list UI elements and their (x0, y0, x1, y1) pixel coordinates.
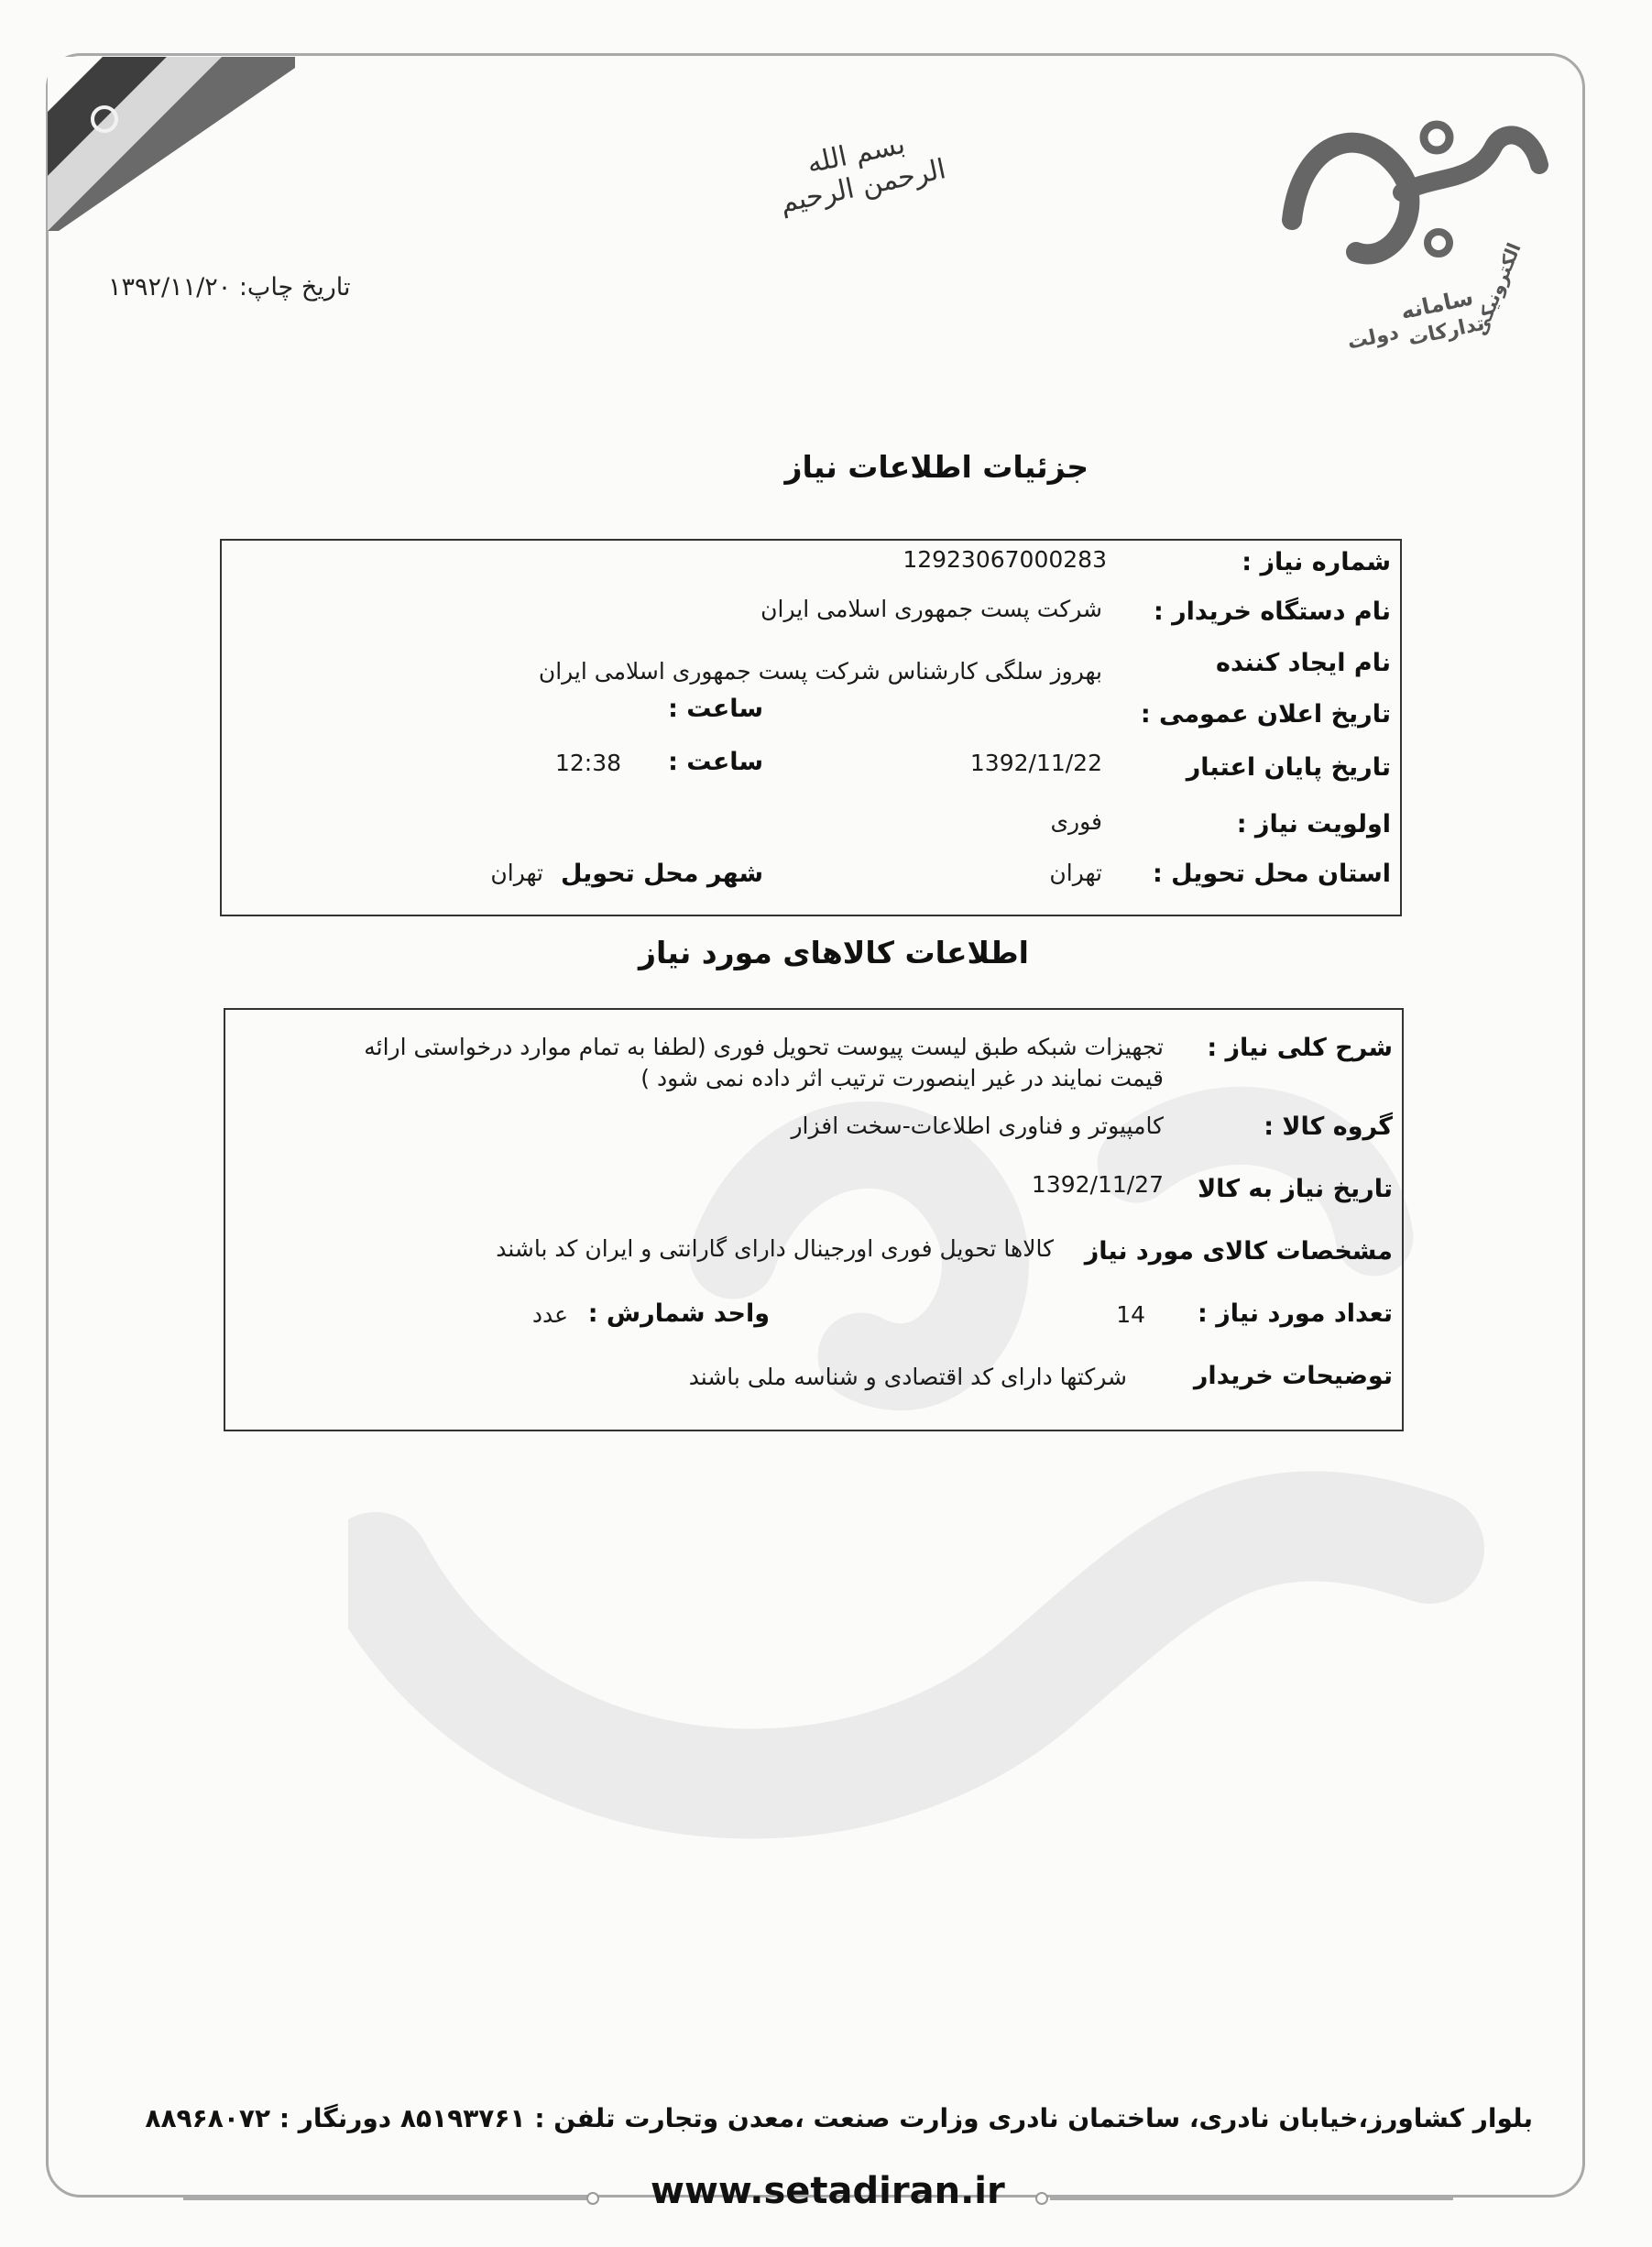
goods-group-label: گروه کالا : (1264, 1113, 1393, 1141)
creator-label: نام ایجاد کننده (1216, 649, 1391, 677)
setad-logo (1264, 82, 1567, 357)
need-date-label: تاریخ نیاز به کالا (1198, 1175, 1393, 1203)
announce-date-label: تاریخ اعلان عمومی : (1140, 700, 1391, 729)
print-date-value: ۱۳۹۲/۱۱/۲۰ (108, 273, 232, 301)
bismillah-calligraphy: بسم الله الرحمن الرحیم (777, 127, 949, 220)
validity-time-value: 12:38 (554, 750, 621, 776)
unit-label: واحد شمارش : (587, 1299, 770, 1328)
validity-time-label: ساعت : (668, 748, 763, 776)
description-value: تجهیزات شبکه طبق لیست پیوست تحویل فوری (لطفا به تمام موارد درخواستی ارائه قیمت نمایند در غیر اینصورت ترتیب اثر داده نمی شود ) (364, 1034, 1164, 1091)
goods-info-box (224, 1008, 1404, 1431)
goods-group-value: کامپیوتر و فناوری اطلاعات-سخت افزار (791, 1113, 1164, 1139)
need-date-value: 1392/11/27 (1031, 1171, 1164, 1198)
footer-divider-right (1050, 2198, 1453, 2200)
buyer-label: نام دستگاه خریدار : (1153, 597, 1391, 626)
need-number-value: 12923067000283 (903, 546, 1107, 573)
footer-address: بلوار کشاورز،خیابان نادری، ساختمان نادری وزارت صنعت ،معدن وتجارت تلفن : ۸۵۱۹۳۷۶۱ دورنگار : ۸۸۹۶۸۰۷۲ (145, 2103, 1533, 2133)
goods-info-title: اطلاعات کالاهای مورد نیاز (639, 935, 1029, 970)
city-label: شهر محل تحویل (560, 860, 763, 888)
footer-dot (1035, 2192, 1048, 2205)
province-value: تهران (1049, 860, 1102, 886)
logo-caption: الکترونیکی (1468, 239, 1526, 339)
announce-time-label: ساعت : (668, 695, 763, 723)
unit-value: عدد (531, 1301, 568, 1328)
description-label: شرح کلی نیاز : (1207, 1034, 1393, 1062)
city-value: تهران (490, 860, 543, 886)
buyer-value: شرکت پست جمهوری اسلامی ایران (760, 596, 1102, 622)
footer-divider-left (183, 2198, 586, 2200)
print-date-label: تاریخ چاپ: (238, 273, 351, 301)
priority-value: فوری (1050, 808, 1102, 835)
iran-flag-emblem (48, 57, 295, 231)
buyer-notes-label: توضیحات خریدار (1193, 1362, 1393, 1390)
province-label: استان محل تحویل : (1152, 860, 1391, 888)
need-number-label: شماره نیاز : (1242, 548, 1391, 576)
need-details-title: جزئیات اطلاعات نیاز (784, 449, 1089, 485)
footer-dot (586, 2192, 599, 2205)
specs-label: مشخصات کالای مورد نیاز (1084, 1237, 1393, 1266)
quantity-value: 14 (1116, 1301, 1145, 1328)
print-date (108, 273, 351, 301)
footer-website[interactable]: www.setadiran.ir (651, 2170, 1005, 2212)
buyer-notes-value: شرکتها دارای کد اقتصادی و شناسه ملی باشند (688, 1364, 1127, 1390)
logo-caption: سامانه (1398, 284, 1476, 325)
priority-label: اولویت نیاز : (1236, 810, 1391, 839)
specs-value: کالاها تحویل فوری اورجینال دارای گارانتی و ایران کد باشند (496, 1235, 1054, 1262)
validity-date-value: 1392/11/22 (969, 750, 1102, 776)
validity-date-label: تاریخ پایان اعتبار (1186, 753, 1391, 782)
need-details-box (220, 539, 1402, 916)
creator-value: بهروز سلگی کارشناس شرکت پست جمهوری اسلامی ایران (538, 658, 1102, 685)
logo-caption: دولت (1345, 321, 1401, 355)
logo-caption: تدارکات (1406, 312, 1487, 351)
quantity-label: تعداد مورد نیاز : (1198, 1299, 1393, 1328)
